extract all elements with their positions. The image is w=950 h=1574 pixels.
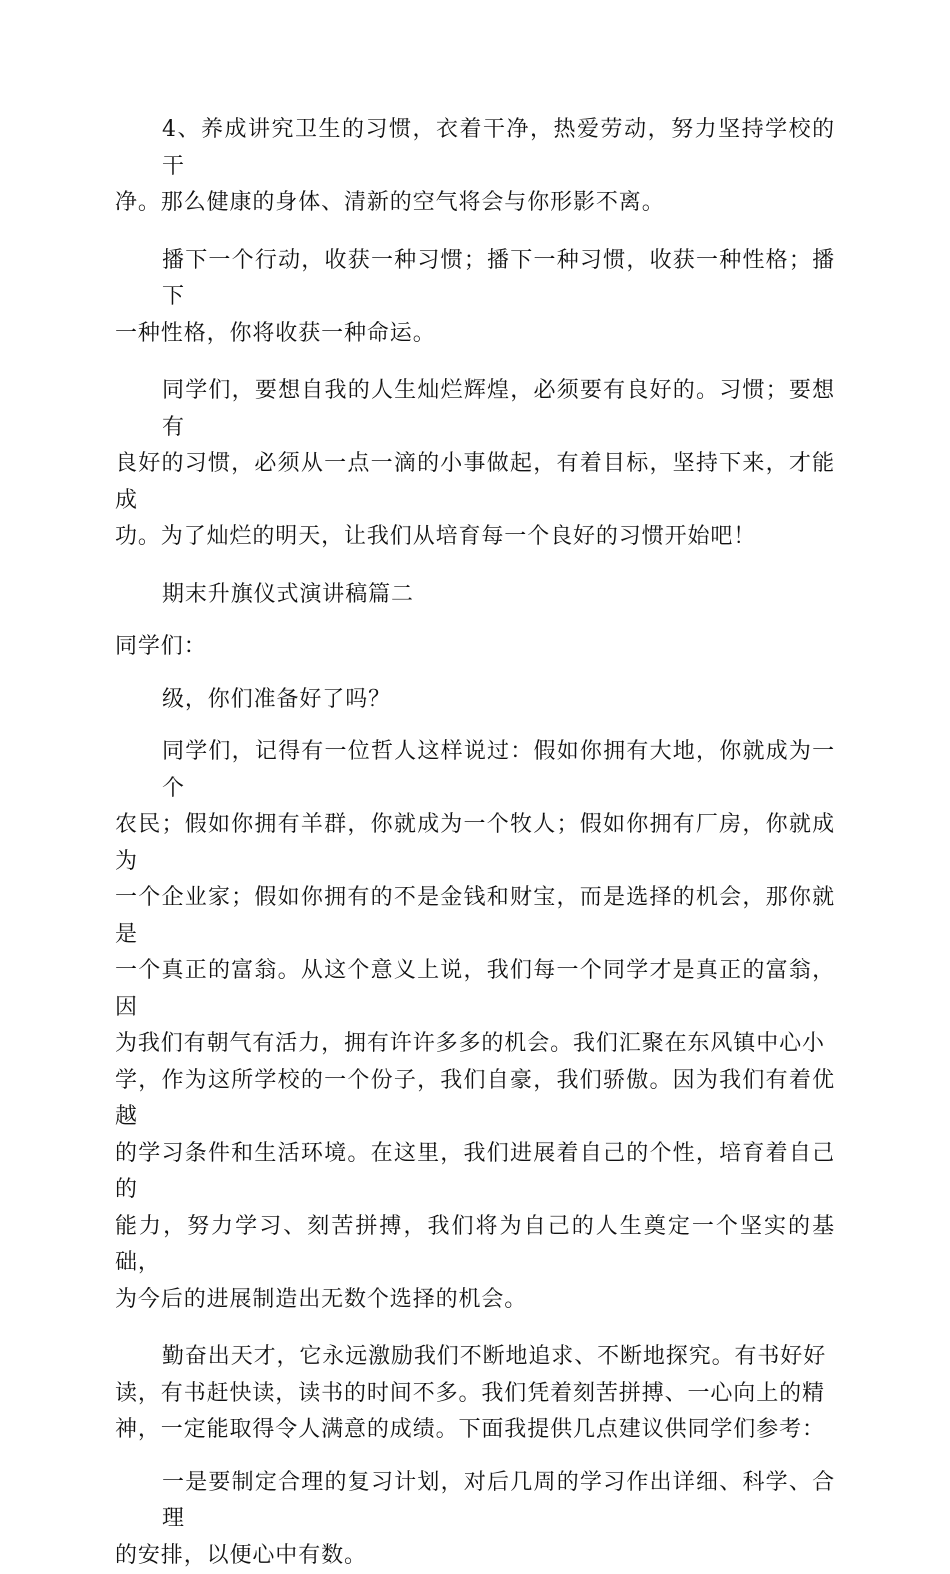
document-body — [115, 112, 835, 1574]
salutation-text: 同学们： — [115, 629, 835, 666]
text-line: 4、养成讲究卫生的习惯，衣着干净，热爱劳动，努力坚持学校的干 — [115, 112, 835, 185]
text-line: 一种性格，你将收获一种命运。 — [115, 316, 835, 353]
text-line: 级，你们准备好了吗？ — [115, 682, 835, 719]
text-line: 同学们，要想自我的人生灿烂辉煌，必须要有良好的。习惯；要想有 — [115, 373, 835, 446]
text-line: 的学习条件和生活环境。在这里，我们进展着自己的个性，培育着自己的 — [115, 1136, 835, 1209]
salutation — [115, 629, 835, 666]
paragraph-review-plan — [115, 1465, 835, 1574]
paragraph-are-you-ready — [115, 682, 835, 719]
heading-text: 期末升旗仪式演讲稿篇二 — [115, 577, 835, 614]
text-line: 的安排，以便心中有数。 — [115, 1538, 835, 1574]
text-line: 农民；假如你拥有羊群，你就成为一个牧人；假如你拥有厂房，你就成为 — [115, 807, 835, 880]
text-line: 一个企业家；假如你拥有的不是金钱和财宝，而是选择的机会，那你就是 — [115, 880, 835, 953]
text-line: 功。为了灿烂的明天，让我们从培育每一个良好的习惯开始吧！ — [115, 519, 835, 556]
paragraph-philosopher-quote — [115, 734, 835, 1318]
paragraph-good-habits — [115, 373, 835, 556]
paragraph-hygiene-habit — [115, 112, 835, 222]
text-line: 一是要制定合理的复习计划，对后几周的学习作出详细、科学、合理 — [115, 1465, 835, 1538]
text-line: 勤奋出天才，它永远激励我们不断地追求、不断地探究。有书好好 — [115, 1339, 835, 1376]
text-line: 神，一定能取得令人满意的成绩。下面我提供几点建议供同学们参考： — [115, 1412, 835, 1449]
text-line: 学，作为这所学校的一个份子，我们自豪，我们骄傲。因为我们有着优越 — [115, 1063, 835, 1136]
text-line: 良好的习惯，必须从一点一滴的小事做起，有着目标，坚持下来，才能成 — [115, 446, 835, 519]
text-line: 为我们有朝气有活力，拥有许许多多的机会。我们汇聚在东风镇中心小 — [115, 1026, 835, 1063]
section-heading — [115, 577, 835, 614]
text-line: 读，有书赶快读，读书的时间不多。我们凭着刻苦拼搏、一心向上的精 — [115, 1376, 835, 1413]
text-line: 能力，努力学习、刻苦拼搏，我们将为自己的人生奠定一个坚实的基础， — [115, 1209, 835, 1282]
text-line: 净。那么健康的身体、清新的空气将会与你形影不离。 — [115, 185, 835, 222]
text-line: 一个真正的富翁。从这个意义上说，我们每一个同学才是真正的富翁，因 — [115, 953, 835, 1026]
text-line: 同学们，记得有一位哲人这样说过：假如你拥有大地，你就成为一个 — [115, 734, 835, 807]
paragraph-diligence — [115, 1339, 835, 1449]
text-line: 播下一个行动，收获一种习惯；播下一种习惯，收获一种性格；播下 — [115, 243, 835, 316]
paragraph-action-habit-destiny — [115, 243, 835, 353]
text-line: 为今后的进展制造出无数个选择的机会。 — [115, 1282, 835, 1319]
